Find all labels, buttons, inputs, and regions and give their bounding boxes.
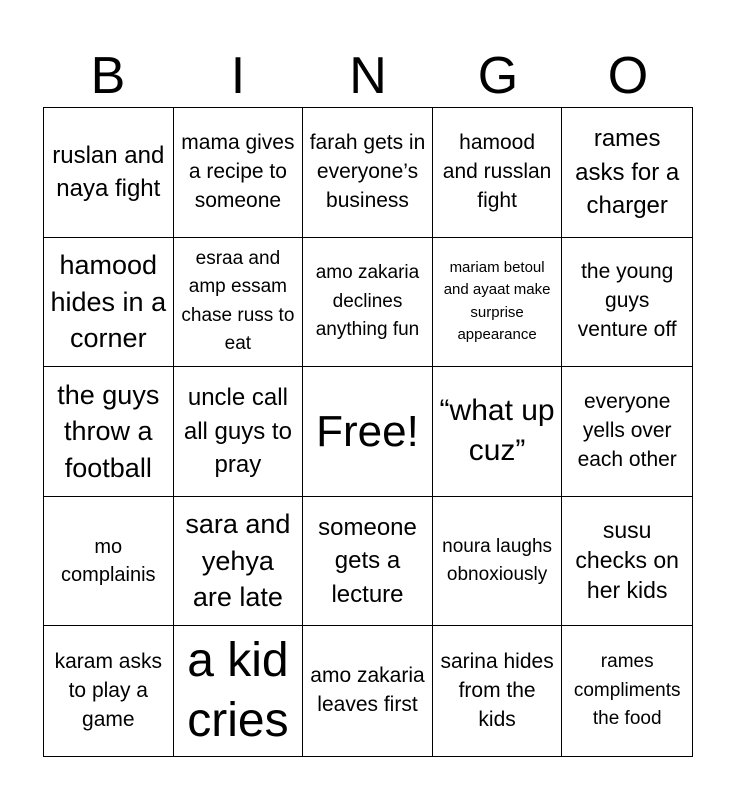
free-space-label: Free! bbox=[316, 406, 419, 456]
bingo-cell[interactable] bbox=[433, 497, 563, 627]
cell-text: sarina hides from the kids bbox=[440, 649, 554, 731]
bingo-cell[interactable] bbox=[174, 367, 304, 497]
cell-text: the guys throw a football bbox=[57, 379, 160, 483]
bingo-cell[interactable] bbox=[44, 497, 174, 627]
cell-text: uncle call all guys to pray bbox=[183, 384, 292, 479]
bingo-cell[interactable] bbox=[433, 108, 563, 238]
free-space-cell[interactable] bbox=[303, 367, 433, 497]
bingo-cell[interactable] bbox=[433, 238, 563, 368]
cell-text: farah gets in everyone’s business bbox=[309, 130, 426, 212]
bingo-cell[interactable] bbox=[44, 108, 174, 238]
cell-text: mama gives a recipe to someone bbox=[181, 130, 295, 212]
bingo-cell[interactable] bbox=[562, 108, 692, 238]
cell-text: esraa and amp essam chase russ to eat bbox=[181, 247, 295, 355]
bingo-cell[interactable] bbox=[562, 626, 692, 756]
header-letter-o: O bbox=[607, 47, 649, 105]
bingo-cell[interactable] bbox=[303, 238, 433, 368]
cell-text: sara and yehya are late bbox=[185, 509, 291, 613]
header-letter-i: I bbox=[230, 47, 246, 105]
bingo-header bbox=[43, 44, 693, 108]
bingo-cell[interactable] bbox=[174, 497, 304, 627]
cell-text: the young guys venture off bbox=[577, 260, 677, 342]
bingo-cell[interactable] bbox=[433, 626, 563, 756]
cell-text: hamood hides in a corner bbox=[50, 250, 167, 354]
bingo-cell[interactable] bbox=[303, 108, 433, 238]
bingo-cell[interactable] bbox=[562, 367, 692, 497]
cell-text: hamood and russlan fight bbox=[442, 130, 552, 212]
cell-text: everyone yells over each other bbox=[577, 390, 677, 471]
cell-text: someone gets a lecture bbox=[318, 513, 417, 608]
header-letter-g: G bbox=[477, 47, 519, 105]
cell-text: susu checks on her kids bbox=[575, 517, 679, 604]
header-letter-b: B bbox=[90, 47, 126, 105]
cell-text: mo complainis bbox=[61, 536, 156, 587]
bingo-grid bbox=[43, 107, 693, 757]
bingo-cell[interactable] bbox=[44, 626, 174, 756]
cell-text: ruslan and naya fight bbox=[52, 141, 165, 203]
cell-text: noura laughs obnoxiously bbox=[442, 535, 553, 586]
bingo-cell[interactable] bbox=[44, 238, 174, 368]
bingo-cell[interactable] bbox=[174, 238, 304, 368]
bingo-cell[interactable] bbox=[303, 626, 433, 756]
cell-text: “what up cuz” bbox=[439, 393, 555, 468]
cell-text: a kid cries bbox=[187, 634, 289, 748]
cell-text: rames compliments the food bbox=[573, 651, 681, 730]
bingo-cell[interactable] bbox=[303, 497, 433, 627]
bingo-cell[interactable] bbox=[44, 367, 174, 497]
cell-text: karam asks to play a game bbox=[54, 649, 162, 731]
cell-text: mariam betoul and ayaat make surprise appearance bbox=[443, 258, 551, 344]
cell-text: amo zakaria leaves first bbox=[310, 664, 425, 717]
bingo-cell[interactable] bbox=[562, 238, 692, 368]
bingo-cell[interactable] bbox=[174, 626, 304, 756]
cell-text: amo zakaria declines anything fun bbox=[315, 262, 420, 341]
bingo-cell[interactable] bbox=[433, 367, 563, 497]
header-letter-n: N bbox=[349, 47, 387, 105]
bingo-cell[interactable] bbox=[562, 497, 692, 627]
bingo-cell[interactable] bbox=[174, 108, 304, 238]
cell-text: rames asks for a charger bbox=[575, 124, 680, 220]
